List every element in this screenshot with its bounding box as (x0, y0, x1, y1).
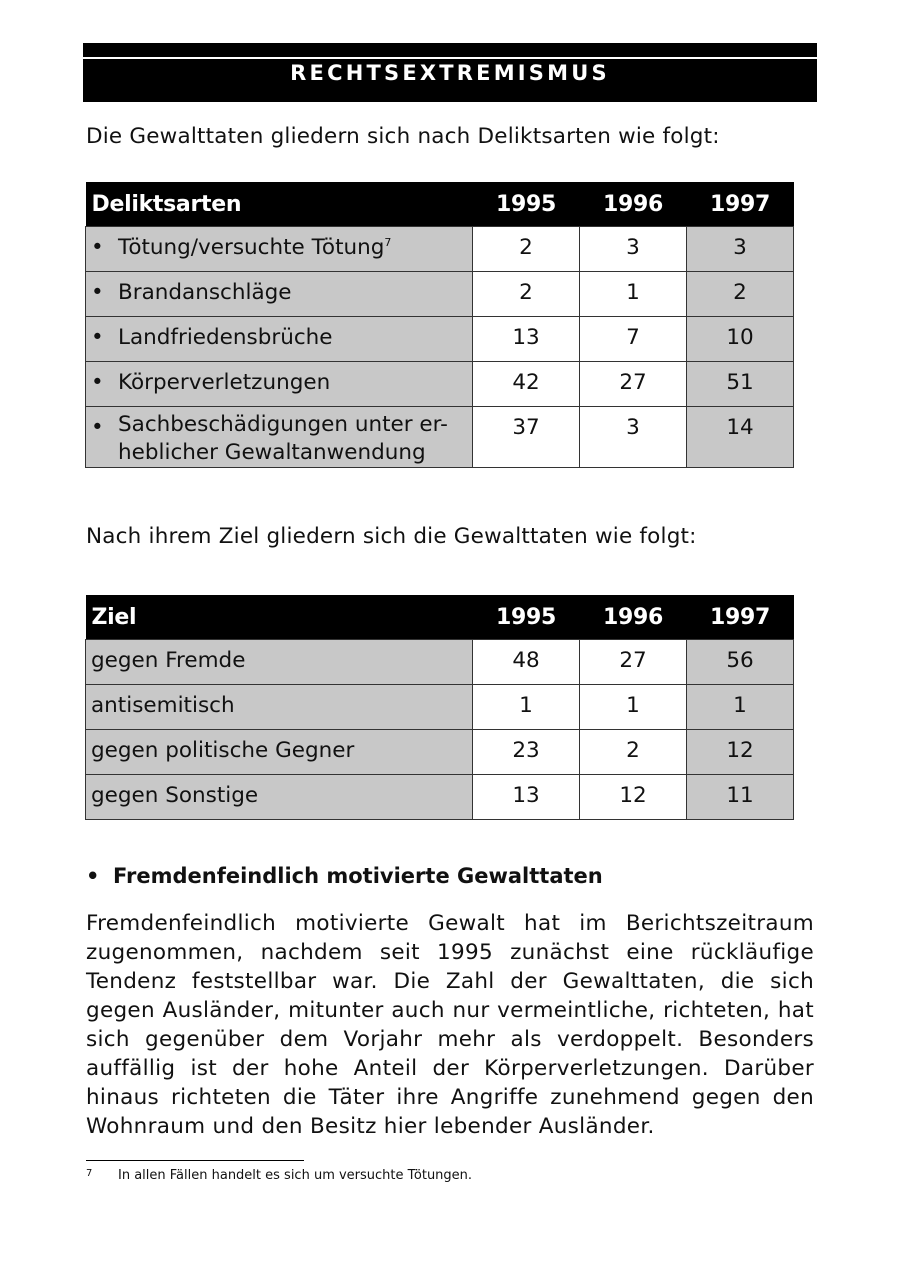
table-cell: 27 (580, 362, 687, 407)
footnote-text: In allen Fällen handelt es sich um versuchte Tötungen. (118, 1168, 473, 1183)
bullet-icon: • (91, 415, 104, 440)
bullet-icon: • (86, 864, 100, 888)
table-row (86, 317, 794, 362)
section-title: Fremdenfeindlich motivierte Gewalttaten (113, 864, 603, 888)
table-cell: 48 (473, 640, 580, 685)
table-header-row (86, 595, 794, 640)
row-label: • Tötung/versuchte Tötung$^7$ (86, 227, 473, 272)
table-row (86, 407, 794, 468)
table-row (86, 640, 794, 685)
column-header: 1996 (580, 595, 687, 640)
deliktsarten-table (85, 182, 794, 468)
table-row (86, 775, 794, 820)
row-label: • Landfriedensbrüche (86, 317, 473, 362)
bullet-icon: • (91, 235, 104, 260)
table-cell: 11 (687, 775, 794, 820)
intro-deliktsarten: Die Gewalttaten gliedern sich nach Deliktsarten wie folgt: (86, 124, 720, 149)
table-cell: 51 (687, 362, 794, 407)
table-row (86, 730, 794, 775)
table-cell: 13 (473, 775, 580, 820)
column-header: Ziel (86, 595, 473, 640)
row-label: gegen Sonstige (86, 775, 473, 820)
row-label: • Körperverletzungen (86, 362, 473, 407)
table-row (86, 362, 794, 407)
bullet-icon: • (91, 325, 104, 350)
footnote-ref: 7 (384, 235, 392, 249)
bullet-icon: • (91, 280, 104, 305)
page-header (83, 43, 817, 102)
column-header: 1997 (687, 595, 794, 640)
table-cell: 1 (473, 685, 580, 730)
intro-ziel: Nach ihrem Ziel gliedern sich die Gewalttaten wie folgt: (86, 524, 697, 549)
section-body: Fremdenfeindlich motivierte Gewalt hat im Berichtszeitraum zugenommen, nachdem seit 1995 zunächst eine rückläufige Tendenz feststellbar war. Die Zahl der Gewalttaten, die sich gegen Ausländer, mitunter auch nur vermeintliche, richteten, hat sich gegenüber dem Vorjahr mehr als verdoppelt. Besonders auffällig ist der hohe Anteil der Körperverletzungen. Darüber hinaus richteten die Täter ihre Angriffe zunehmend gegen den Wohnraum und den Besitz hier lebender Ausländer. (86, 911, 814, 1139)
footnote-divider (86, 1160, 304, 1161)
row-label: gegen politische Gegner (86, 730, 473, 775)
table-cell: 56 (687, 640, 794, 685)
table-cell: 2 (580, 730, 687, 775)
table-row (86, 272, 794, 317)
column-header: Deliktsarten (86, 182, 473, 227)
table-cell: 27 (580, 640, 687, 685)
bullet-icon: • (91, 370, 104, 395)
row-label: • Brandanschläge (86, 272, 473, 317)
ziel-table (85, 595, 794, 820)
table-cell: 2 (473, 272, 580, 317)
column-header: 1997 (687, 182, 794, 227)
table-cell: 37 (473, 407, 580, 468)
row-label: gegen Fremde (86, 640, 473, 685)
table-cell: 2 (473, 227, 580, 272)
table-cell: 7 (580, 317, 687, 362)
table-cell: 13 (473, 317, 580, 362)
table-cell: 42 (473, 362, 580, 407)
footnote (86, 1168, 472, 1183)
column-header: 1996 (580, 182, 687, 227)
table-cell: 1 (580, 685, 687, 730)
table-header-row (86, 182, 794, 227)
table-cell: 3 (580, 407, 687, 468)
table-cell: 1 (687, 685, 794, 730)
table-cell: 3 (580, 227, 687, 272)
section-heading (86, 864, 603, 888)
table-cell: 1 (580, 272, 687, 317)
row-label: • Sachbeschädigungen unter er- heblicher Gewaltanwendung (86, 407, 473, 468)
table-cell: 14 (687, 407, 794, 468)
column-header: 1995 (473, 595, 580, 640)
table-cell: 10 (687, 317, 794, 362)
header-title: RECHTSEXTREMISMUS (290, 61, 610, 85)
footnote-mark: 7 (86, 1168, 93, 1179)
table-cell: 12 (580, 775, 687, 820)
table-row (86, 227, 794, 272)
table-cell: 2 (687, 272, 794, 317)
row-label: antisemitisch (86, 685, 473, 730)
table-row (86, 685, 794, 730)
table-cell: 3 (687, 227, 794, 272)
table-cell: 23 (473, 730, 580, 775)
header-rule (83, 57, 817, 59)
table-cell: 12 (687, 730, 794, 775)
column-header: 1995 (473, 182, 580, 227)
